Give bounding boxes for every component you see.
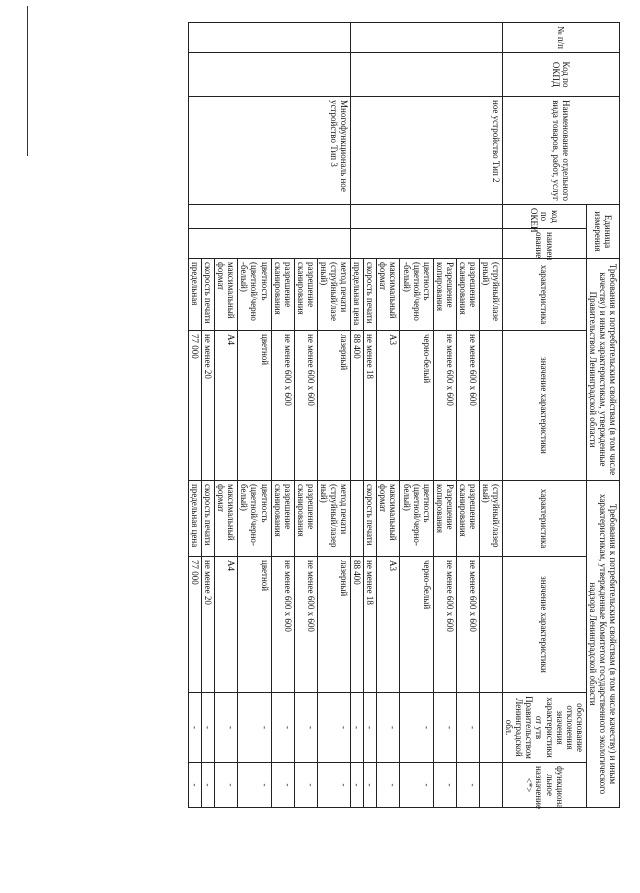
- functional-cell: -: [317, 763, 350, 808]
- table-row: [479, 23, 502, 808]
- value-cell: [479, 557, 502, 693]
- table-header: [503, 23, 620, 808]
- char-cell: [351, 481, 364, 557]
- char-cell: скорость печати: [364, 481, 377, 557]
- functional-cell: -: [456, 763, 479, 808]
- scan-edge-line: [27, 6, 28, 156]
- value-cell: А3: [377, 557, 400, 693]
- char-cell: скорость печати: [202, 259, 215, 331]
- char-cell: максимальный формат: [215, 481, 238, 557]
- value-cell: не менее 600 x 600: [294, 331, 317, 481]
- justification-cell: -: [456, 693, 479, 763]
- functional-cell: -: [364, 763, 377, 808]
- value-cell: не менее 18: [364, 557, 377, 693]
- char-cell: разрешение сканирования: [271, 259, 294, 331]
- item-name-type2: ное устройство Тип 2: [351, 97, 503, 205]
- value-cell: А4: [215, 331, 238, 481]
- header-req-gov: Требования к потребительским свойствам (в том числе качеству) и иным характеристикам, утвержденные Правительством Ленинградской области: [586, 259, 619, 481]
- value-cell: не менее 600 x 600: [294, 557, 317, 693]
- functional-cell: -: [294, 763, 317, 808]
- justification-cell: -: [433, 693, 456, 763]
- value-cell: не менее 600 x 600: [433, 331, 456, 481]
- item-name-type3: Многофункциональ ное устройство Тип 3: [189, 97, 351, 205]
- functional-cell: [479, 763, 502, 808]
- functional-cell: -: [433, 763, 456, 808]
- char-cell: скорость печати: [364, 259, 377, 331]
- char-cell: Разрешение копирования: [433, 259, 456, 331]
- functional-cell: -: [202, 763, 215, 808]
- value-cell: 77 000: [189, 331, 202, 481]
- functional-cell: -: [351, 763, 364, 808]
- justification-cell: -: [189, 693, 202, 763]
- char-cell: предельная цена: [189, 481, 202, 557]
- header-no: № п/п: [503, 23, 620, 53]
- value-cell: не менее 600 x 600: [456, 331, 479, 481]
- value-cell: лазерный: [317, 331, 350, 481]
- header-justification: обоснование отклонения значения характеристики от утв Правительством Ленинградской обл.: [503, 693, 587, 763]
- functional-cell: -: [215, 763, 238, 808]
- char-cell: разрешение сканирования: [456, 259, 479, 331]
- value-cell: не менее 600 x 600: [271, 331, 294, 481]
- justification-cell: -: [202, 693, 215, 763]
- char-cell: предельная цена: [351, 259, 364, 331]
- char-cell: скорость печати: [202, 481, 215, 557]
- char-cell: максимальный формат: [377, 259, 400, 331]
- value-cell: не менее 600 x 600: [433, 557, 456, 693]
- value-cell: цветной: [238, 331, 271, 481]
- table-row: [317, 23, 350, 808]
- char-cell: разрешение сканирования: [456, 481, 479, 557]
- char-cell: (струйный/лазер ный): [479, 481, 502, 557]
- value-cell: не менее 600 x 600: [271, 557, 294, 693]
- header-value-gov: значение характеристики: [503, 331, 587, 481]
- value-cell: не менее 600 x 600: [456, 557, 479, 693]
- value-cell: не менее 18: [364, 331, 377, 481]
- header-char-gov: характеристика: [503, 259, 587, 331]
- value-cell: не менее 20: [202, 331, 215, 481]
- value-cell: черно-белый: [400, 557, 433, 693]
- justification-cell: -: [364, 693, 377, 763]
- functional-cell: -: [189, 763, 202, 808]
- functional-cell: -: [238, 763, 271, 808]
- char-cell: метод печати (струйный/лазер ный): [317, 481, 350, 557]
- header-value-committee: значение характеристики: [503, 557, 587, 693]
- value-cell: цветной: [238, 557, 271, 693]
- justification-cell: [479, 693, 502, 763]
- header-req-committee: Требования к потребительским свойствам (в том числе качеству) и иным характеристикам, утвержденные Комитетом государственного экологического надзора Ленинградской области: [586, 481, 619, 808]
- value-cell: 88 400: [351, 331, 364, 481]
- value-cell: 88 400: [351, 557, 364, 693]
- justification-cell: -: [317, 693, 350, 763]
- header-char-committee: характеристика: [503, 481, 587, 557]
- justification-cell: -: [215, 693, 238, 763]
- header-unit-code: код по ОКЕИ: [503, 205, 587, 229]
- justification-cell: -: [294, 693, 317, 763]
- justification-cell: -: [351, 693, 364, 763]
- header-unit-name: наимен ование: [503, 229, 587, 259]
- char-cell: цветность (цветной/черно- белый): [238, 481, 271, 557]
- value-cell: А3: [377, 331, 400, 481]
- header-name: Наименование отдельного вида товаров, работ, услуг: [503, 97, 620, 205]
- value-cell: лазерный: [317, 557, 350, 693]
- char-cell: разрешение сканирования: [294, 259, 317, 331]
- header-functional: функциона льное назначение <*>: [503, 763, 587, 808]
- char-cell: максимальный формат: [377, 481, 400, 557]
- table-body: [189, 23, 503, 808]
- char-cell: метод печати (струйный/лазе рный): [317, 259, 350, 331]
- requirements-table: [188, 22, 620, 808]
- char-cell: Разрешение копирования: [433, 481, 456, 557]
- char-cell: разрешение сканирования: [271, 481, 294, 557]
- justification-cell: -: [400, 693, 433, 763]
- char-cell: разрешение сканирования: [294, 481, 317, 557]
- justification-cell: -: [377, 693, 400, 763]
- value-cell: [479, 331, 502, 481]
- header-unit: Единица измерения: [586, 205, 619, 259]
- char-cell: (струйный/лазе рный): [479, 259, 502, 331]
- justification-cell: -: [238, 693, 271, 763]
- justification-cell: -: [271, 693, 294, 763]
- functional-cell: -: [271, 763, 294, 808]
- value-cell: не менее 20: [202, 557, 215, 693]
- char-cell: цветность (цветной/черно- белый): [400, 481, 433, 557]
- value-cell: А4: [215, 557, 238, 693]
- char-cell: цветность (цветной/черно -белый): [238, 259, 271, 331]
- header-okpd: Код по ОКПД: [503, 53, 620, 97]
- functional-cell: -: [377, 763, 400, 808]
- functional-cell: -: [400, 763, 433, 808]
- char-cell: предельная: [189, 259, 202, 331]
- char-cell: цветность (цветной/черно -белый): [400, 259, 433, 331]
- value-cell: черно-белый: [400, 331, 433, 481]
- char-cell: максимальный формат: [215, 259, 238, 331]
- value-cell: 77 000: [189, 557, 202, 693]
